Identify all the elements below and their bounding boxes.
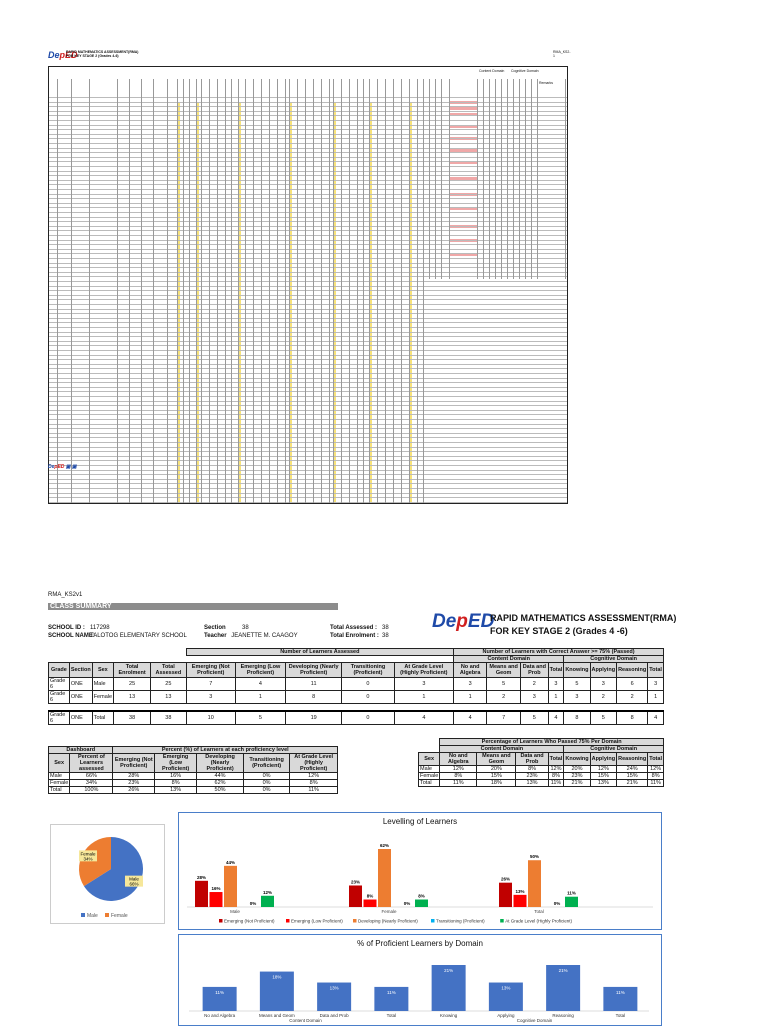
table-cell: 8	[617, 711, 648, 725]
table-cell: 11%	[440, 780, 477, 787]
passed-col-header: No and Algebra	[440, 753, 477, 766]
legend-label: Male	[87, 913, 98, 919]
category-label: Knowing	[439, 1013, 458, 1018]
bar-value-label: 13%	[329, 985, 339, 991]
table-cell: Grade 6	[49, 711, 70, 725]
table-cell: 26%	[113, 787, 155, 794]
legend-swatch	[105, 913, 109, 917]
table-cell: Male	[92, 678, 113, 691]
table-cell: Grade 6	[49, 691, 70, 704]
bar-value-label: 12%	[262, 889, 273, 895]
group-label: Content Domain	[289, 1018, 322, 1023]
table-cell: ONE	[69, 711, 92, 725]
table-cell: 11	[286, 678, 342, 691]
dashboard-col-header: Sex	[49, 754, 70, 773]
table-cell: 100%	[70, 787, 113, 794]
legend-swatch	[286, 919, 290, 923]
dashboard-header	[49, 754, 338, 773]
category-label: Applying	[497, 1013, 515, 1018]
table-cell: 1	[235, 691, 285, 704]
passed-col-header: Data and Prob	[516, 753, 548, 766]
table-cell: 13%	[516, 780, 548, 787]
table-cell: 38	[151, 711, 186, 725]
pie-label: Male	[129, 876, 139, 882]
table-cell: Female	[50, 780, 69, 786]
main-col-header: Emerging (Not Proficient)	[186, 663, 235, 678]
deped-logo-large	[432, 612, 494, 632]
school-id-value: 117298	[90, 625, 110, 631]
passed-group: Number of Learners with Correct Answer >= 75% (Passed)	[454, 649, 664, 656]
legend-label: Emerging (Low Proficient)	[291, 918, 343, 924]
table-cell: 16%	[155, 773, 197, 780]
cognitive-domain-group: Cognitive Domain	[564, 656, 664, 663]
category-label: Data and Prob	[319, 1013, 349, 1018]
table-cell: 1	[394, 691, 453, 704]
legend-label: Developing (Nearly Proficient)	[358, 918, 418, 924]
bar	[224, 866, 237, 907]
table-cell: 1	[648, 691, 664, 704]
class-summary-bar: CLASS SUMMARY	[48, 603, 338, 610]
passed-col-header: Total	[548, 753, 564, 766]
table-cell: 7	[186, 678, 235, 691]
table-cell: 23%	[564, 773, 590, 780]
main-col-header: Section	[69, 663, 92, 678]
total-assessed-row	[330, 625, 389, 631]
table-row	[419, 773, 664, 780]
table-cell: 38	[114, 711, 151, 725]
table-cell: 1	[548, 691, 564, 704]
table-cell: 3	[394, 678, 453, 691]
domain-chart-panel	[178, 934, 662, 1026]
main-col-header: Emerging (Low Proficient)	[235, 663, 285, 678]
sheet-cognitive-heading: Cognitive Domain	[511, 69, 539, 73]
table-cell: 23%	[113, 780, 155, 787]
section-row	[204, 625, 249, 631]
footer-logos: DepED ▣ ▣	[48, 464, 77, 470]
dashboard-col-header: Developing (Nearly Proficient)	[197, 754, 244, 773]
table-cell: 25	[151, 678, 186, 691]
detailed-sheet	[48, 40, 571, 485]
table-cell: 4	[454, 711, 487, 725]
sheet-title	[66, 50, 138, 58]
bar-value-label: 50%	[529, 854, 540, 860]
table-cell: Grade 6	[49, 678, 70, 691]
table-cell: 12%	[648, 766, 664, 773]
bar-value-label: 0%	[249, 901, 257, 906]
passed-per-domain-table	[418, 738, 664, 787]
table-cell: 44%	[197, 773, 244, 780]
table-cell: 11%	[548, 780, 564, 787]
sheet-remarks-heading: Remarks	[539, 81, 554, 85]
bar	[499, 883, 512, 907]
table-cell: 15%	[477, 773, 516, 780]
levelling-chart	[179, 827, 661, 929]
logo-part-ed: ED	[467, 611, 495, 632]
table-cell: 4	[548, 711, 564, 725]
bar-value-label: 13%	[515, 888, 525, 894]
legend-swatch	[353, 919, 357, 923]
category-label: No and Algebra	[204, 1013, 236, 1018]
legend-label: Emerging (Not Proficient)	[224, 918, 275, 924]
bar-value-label: 11%	[616, 989, 625, 995]
table-cell: 0%	[243, 787, 289, 794]
table-cell: Female	[420, 773, 439, 779]
bar	[514, 895, 527, 907]
teacher-row	[204, 633, 298, 639]
passed-col-header: Means and Geom	[477, 753, 516, 766]
table-row	[49, 773, 338, 780]
main-col-header: At Grade Level (Highly Proficient)	[394, 663, 453, 678]
table-cell: 62%	[197, 780, 244, 787]
bar	[565, 897, 578, 907]
table-cell: 4	[648, 711, 664, 725]
dashboard-col-header: Emerging (Not Proficient)	[113, 754, 155, 773]
total-assessed-value: 38	[382, 625, 389, 631]
table-cell: Male	[419, 766, 440, 773]
table-cell: ONE	[69, 678, 92, 691]
bar	[210, 892, 223, 907]
table-cell: 8%	[516, 766, 548, 773]
bar-value-label: 16%	[211, 886, 221, 892]
teacher-value: JEANETTE M. CAAGOY	[231, 633, 298, 639]
domain-chart	[179, 949, 661, 1025]
table-cell: 12%	[440, 766, 477, 773]
table-cell: 12%	[590, 766, 617, 773]
table-cell: 8%	[648, 773, 664, 780]
table-cell: 23%	[516, 773, 548, 780]
table-cell: 15%	[590, 773, 617, 780]
bar	[378, 849, 391, 907]
main-col-header: Total Assessed	[151, 663, 186, 678]
dashboard-col-header: At Grade Level (Highly Proficient)	[290, 754, 338, 773]
table-cell: 0	[342, 711, 394, 725]
school-name-row	[48, 633, 187, 639]
main-table-header	[49, 663, 664, 678]
table-cell: 5	[564, 678, 590, 691]
bar	[528, 860, 541, 907]
logo-part-de: De	[432, 611, 457, 632]
sheet-content-heading: Content Domain	[479, 69, 505, 73]
table-cell: 8	[286, 691, 342, 704]
bar-value-label: 0%	[553, 901, 561, 906]
main-col-header: Developing (Nearly Proficient)	[286, 663, 342, 678]
table-cell: 13%	[590, 780, 617, 787]
total-enrolment-row	[330, 633, 389, 639]
table-cell: 6	[617, 678, 648, 691]
levelling-chart-panel	[178, 812, 662, 930]
pie-chart	[51, 825, 164, 923]
table-cell: 3	[186, 691, 235, 704]
category-label: Male	[230, 909, 240, 914]
table-cell: Male	[49, 773, 70, 780]
table-cell: 21%	[564, 780, 590, 787]
table-row	[419, 780, 664, 787]
dashboard-group: Percent (%) of Learners at each proficiency level	[113, 747, 338, 754]
bar-value-label: 18%	[272, 974, 282, 980]
table-cell: 4	[235, 678, 285, 691]
passed-header	[419, 753, 664, 766]
table-cell: Total	[49, 787, 70, 794]
main-col-header: Total	[648, 663, 664, 678]
legend-swatch	[81, 913, 85, 917]
sheet-code: RMA_KS2-1	[553, 50, 571, 58]
bar-value-label: 23%	[350, 879, 361, 885]
table-cell: 0	[342, 678, 394, 691]
pie-label: Female	[80, 851, 96, 857]
table-cell: 2	[590, 691, 617, 704]
table-cell: 12%	[548, 766, 564, 773]
passed-col-header: Sex	[419, 753, 440, 766]
school-id-row	[48, 625, 110, 631]
main-col-header: No and Algebra	[454, 663, 487, 678]
section-value: 38	[242, 625, 249, 631]
category-label: Total	[386, 1013, 397, 1018]
summary-title	[490, 612, 676, 638]
pie-chart-panel	[50, 824, 165, 924]
main-col-header: Total	[548, 663, 564, 678]
table-cell: 25	[114, 678, 151, 691]
summary-title-line1: RAPID MATHEMATICS ASSESSMENT(RMA)	[490, 613, 677, 623]
table-row	[49, 678, 664, 691]
table-row	[49, 691, 664, 704]
bar-value-label: 62%	[379, 843, 390, 848]
bar	[261, 896, 274, 907]
bar-value-label: 21%	[444, 968, 454, 973]
table-cell: 0%	[243, 773, 289, 780]
main-col-header: Data and Prob	[521, 663, 549, 678]
table-cell: 4	[394, 711, 453, 725]
main-col-header: Grade	[49, 663, 70, 678]
bar	[364, 900, 377, 907]
table-cell: 12%	[290, 773, 338, 780]
table-cell: 2	[487, 691, 521, 704]
table-cell: 8%	[290, 780, 338, 787]
passed-title: Percentage of Learners Who Passed 75% Per Domain	[440, 739, 664, 746]
main-col-header: Transitioning (Proficient)	[342, 663, 394, 678]
category-label: Reasoning	[552, 1013, 574, 1018]
class-summary-table	[48, 648, 664, 725]
table-cell: 13	[151, 691, 186, 704]
bar-value-label: 11%	[215, 989, 224, 995]
bar-value-label: 0%	[403, 901, 411, 906]
levelling-chart-title: Levelling of Learners	[382, 817, 458, 826]
table-cell: 3	[648, 678, 664, 691]
category-label: Means and Geom	[258, 1013, 295, 1018]
table-row	[49, 780, 338, 787]
main-col-header: Means and Geom	[487, 663, 521, 678]
learners-assessed-group: Number of Learners Assessed	[186, 649, 453, 656]
table-cell: 21%	[617, 780, 648, 787]
table-cell: 8%	[440, 773, 477, 780]
table-cell: 8%	[155, 780, 197, 787]
table-cell: 11%	[648, 780, 664, 787]
table-cell: 3	[590, 678, 617, 691]
dashboard-col-header: Transitioning (Proficient)	[243, 754, 289, 773]
total-row	[49, 711, 664, 725]
group-label: Cognitive Domain	[516, 1018, 553, 1023]
pie-label: 34%	[83, 856, 93, 862]
main-col-header: Total Enrolment	[114, 663, 151, 678]
bar-value-label: 28%	[196, 874, 207, 880]
table-cell: 19	[286, 711, 342, 725]
table-cell: 34%	[70, 780, 113, 787]
bar	[349, 885, 362, 907]
table-cell: 5	[590, 711, 617, 725]
table-cell: 8	[564, 711, 590, 725]
category-label: Female	[381, 909, 397, 914]
table-cell: 3	[454, 678, 487, 691]
legend-swatch	[500, 919, 504, 923]
dashboard-col-header: Percent of Learners assessed	[70, 754, 113, 773]
table-cell: 66%	[70, 773, 113, 780]
table-cell: ONE	[69, 691, 92, 704]
table-cell: 1	[454, 691, 487, 704]
table-cell: 50%	[197, 787, 244, 794]
table-cell: Female	[92, 691, 113, 704]
legend-swatch	[431, 919, 435, 923]
table-cell: 13	[114, 691, 151, 704]
content-domain-group: Content Domain	[454, 656, 564, 663]
learner-grid	[48, 66, 568, 504]
legend-label: Transitioning (Proficient)	[436, 918, 485, 924]
table-cell: 5	[235, 711, 285, 725]
passed-col-header: Reasoning	[617, 753, 648, 766]
bar-value-label: 44%	[225, 859, 236, 865]
bar-value-label: 8%	[418, 893, 425, 899]
main-col-header: Reasoning	[617, 663, 648, 678]
section-label: Section	[204, 625, 226, 631]
table-cell: 20%	[564, 766, 590, 773]
passed-cognitive-group: Cognitive Domain	[564, 746, 664, 753]
main-col-header: Sex	[92, 663, 113, 678]
bar-value-label: 11%	[387, 989, 396, 995]
passed-col-header: Total	[648, 753, 664, 766]
table-cell: Total	[92, 711, 113, 725]
table-cell: 5	[521, 711, 549, 725]
table-cell: 0%	[243, 780, 289, 787]
teacher-label: Teacher	[204, 633, 227, 639]
table-row	[419, 766, 664, 773]
dashboard-table	[48, 746, 338, 794]
table-cell: 7	[487, 711, 521, 725]
school-name-value: TALOTOG ELEMENTARY SCHOOL	[90, 633, 187, 639]
bar-value-label: 26%	[500, 876, 511, 882]
deped-logo: DepED	[48, 50, 78, 60]
legend-label: At Grade Level (Highly Proficient)	[505, 918, 572, 924]
sheet-title-line2: FOR KEY STAGE 2 (Grades 4-6)	[66, 54, 119, 58]
category-label: Total	[615, 1013, 626, 1018]
dashboard-col-header: Emerging (Low Proficient)	[155, 754, 197, 773]
table-cell: 3	[521, 691, 549, 704]
domain-chart-title: % of Proficient Learners by Domain	[357, 939, 483, 948]
table-cell: 20%	[477, 766, 516, 773]
bar-value-label: 8%	[366, 893, 374, 899]
table-cell: 8%	[548, 773, 564, 780]
bar-value-label: 21%	[558, 968, 568, 973]
table-row	[49, 787, 338, 794]
passed-content-group: Content Domain	[440, 746, 564, 753]
table-cell: 0	[342, 691, 394, 704]
total-enrolment-value: 38	[382, 633, 389, 639]
bar-value-label: 13%	[501, 985, 511, 991]
logo-part-p: p	[456, 611, 468, 632]
total-assessed-label: Total Assessed :	[330, 625, 378, 631]
table-cell: 13%	[155, 787, 197, 794]
bar	[195, 881, 208, 907]
summary-title-line2: FOR KEY STAGE 2 (Grades 4 -6)	[490, 626, 628, 636]
pie-label: 66%	[129, 881, 139, 887]
table-cell: 24%	[617, 766, 648, 773]
table-cell: 28%	[113, 773, 155, 780]
category-label: Total	[534, 909, 544, 914]
total-enrolment-label: Total Enrolment :	[330, 633, 379, 639]
passed-col-header: Knowing	[564, 753, 590, 766]
table-cell: 2	[521, 678, 549, 691]
school-id-label: SCHOOL ID :	[48, 625, 85, 631]
table-cell: 11%	[290, 787, 338, 794]
table-cell: 10	[186, 711, 235, 725]
school-name-label: SCHOOL NAME:	[48, 633, 95, 639]
sheet-title-line1: RAPID MATHEMATICS ASSESSMENT(RMA)	[66, 50, 139, 54]
main-col-header: Applying	[590, 663, 617, 678]
dashboard-title: Dashboard	[49, 747, 113, 754]
table-cell: Total	[419, 780, 440, 787]
passed-col-header: Applying	[590, 753, 617, 766]
main-col-header: Knowing	[564, 663, 590, 678]
bar	[415, 900, 428, 907]
table-cell: 3	[564, 691, 590, 704]
legend-label: Female	[111, 913, 128, 919]
summary-code: RMA_KS2v1	[48, 592, 83, 598]
bar-value-label: 11%	[567, 890, 576, 896]
table-cell: 18%	[477, 780, 516, 787]
legend-swatch	[219, 919, 223, 923]
table-cell: 2	[617, 691, 648, 704]
table-cell: 15%	[617, 773, 648, 780]
table-cell: 3	[548, 678, 564, 691]
table-cell: 5	[487, 678, 521, 691]
